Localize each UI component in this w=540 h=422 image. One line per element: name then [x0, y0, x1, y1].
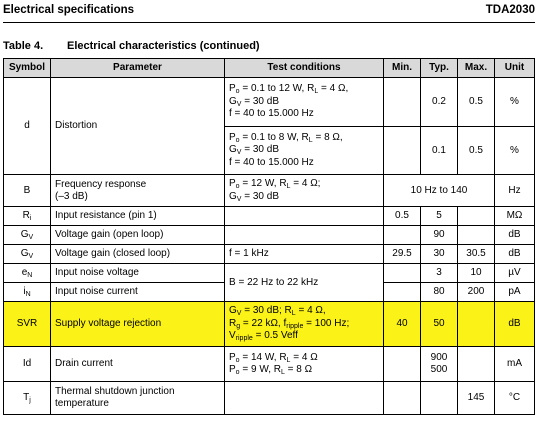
- conditions-cell: [225, 302, 384, 347]
- unit-cell: dB: [495, 226, 535, 245]
- condition-line: $R_g = 22$ kΩ, $f_{ripple} = 100$ Hz;: [229, 317, 350, 330]
- symbol-cell: $G_V$: [4, 245, 51, 264]
- unit-cell: dB: [495, 302, 535, 347]
- unit-cell: µV: [495, 264, 535, 283]
- conditions-cell: [225, 127, 384, 175]
- conditions-cell: [225, 78, 384, 127]
- parameter-line: Frequency response: [55, 178, 147, 190]
- typ-cell: [421, 382, 458, 415]
- symbol-cell: B: [4, 175, 51, 207]
- table-number: Table 4.: [3, 40, 44, 52]
- table-header-row: [4, 59, 535, 78]
- table-row: [4, 175, 535, 207]
- symbol-cell: d: [4, 78, 51, 175]
- parameter-cell: Input noise voltage: [51, 264, 225, 283]
- min-cell: [384, 283, 421, 302]
- typ-cell: 0.2: [421, 78, 458, 127]
- col-max: Max.: [458, 59, 495, 78]
- max-cell: 0.5: [458, 78, 495, 127]
- table-title: Electrical characteristics (continued): [67, 40, 260, 52]
- parameter-cell: Distortion: [51, 78, 225, 175]
- min-cell: [384, 78, 421, 127]
- table-row: [4, 382, 535, 415]
- condition-line: $G_V = 30$ dB: [229, 190, 279, 203]
- col-min: Min.: [384, 59, 421, 78]
- header-divider: [3, 22, 535, 23]
- parameter-cell: Voltage gain (open loop): [51, 226, 225, 245]
- max-cell: [458, 226, 495, 245]
- min-cell: 29.5: [384, 245, 421, 264]
- symbol-cell: $i_N$: [4, 283, 51, 302]
- electrical-characteristics-table: [3, 58, 535, 415]
- max-cell: [458, 302, 495, 347]
- symbol-cell: $R_i$: [4, 207, 51, 226]
- typ-cell: [421, 347, 458, 382]
- min-cell: [384, 382, 421, 415]
- typ-cell: 30: [421, 245, 458, 264]
- parameter-cell: [51, 175, 225, 207]
- conditions-cell: [225, 175, 384, 207]
- table-row-highlighted: [4, 302, 535, 347]
- table-caption: [3, 40, 260, 52]
- parameter-cell: Voltage gain (closed loop): [51, 245, 225, 264]
- table-row: [4, 245, 535, 264]
- conditions-cell: [225, 347, 384, 382]
- parameter-cell: [51, 382, 225, 415]
- condition-line: f = 40 to 15.000 Hz: [229, 108, 314, 120]
- section-title: Electrical specifications: [3, 4, 135, 16]
- typ-value: 500: [430, 364, 448, 375]
- col-typ: Typ.: [421, 59, 458, 78]
- table-row: [4, 347, 535, 382]
- min-cell: [384, 264, 421, 283]
- unit-cell: Hz: [495, 175, 535, 207]
- page-header: [3, 4, 535, 19]
- parameter-cell: Drain current: [51, 347, 225, 382]
- max-cell: 200: [458, 283, 495, 302]
- max-cell: 145: [458, 382, 495, 415]
- conditions-cell: [225, 207, 384, 226]
- typ-cell: 50: [421, 302, 458, 347]
- condition-line: $P_o = 9$ W, $R_L = 8$ Ω: [229, 364, 313, 376]
- max-cell: [458, 347, 495, 382]
- symbol-cell: SVR: [4, 302, 51, 347]
- min-cell: 40: [384, 302, 421, 347]
- condition-line: $G_V = 30$ dB: [229, 144, 279, 157]
- max-cell: [458, 207, 495, 226]
- typ-cell: 5: [421, 207, 458, 226]
- col-parameter: Parameter: [51, 59, 225, 78]
- table-row: [4, 207, 535, 226]
- conditions-cell: f = 1 kHz: [225, 245, 384, 264]
- col-symbol: Symbol: [4, 59, 51, 78]
- typ-cell: 90: [421, 226, 458, 245]
- conditions-cell: [225, 382, 384, 415]
- parameter-line: (–3 dB): [55, 190, 88, 202]
- parameter-cell: Supply voltage rejection: [51, 302, 225, 347]
- parameter-line: temperature: [55, 398, 109, 409]
- conditions-cell: B = 22 Hz to 22 kHz: [225, 264, 384, 302]
- max-cell: 30.5: [458, 245, 495, 264]
- col-unit: Unit: [495, 59, 535, 78]
- unit-cell: %: [495, 78, 535, 127]
- unit-cell: pA: [495, 283, 535, 302]
- condition-line: f = 40 to 15.000 Hz: [229, 156, 314, 168]
- parameter-cell: Input resistance (pin 1): [51, 207, 225, 226]
- unit-cell: mA: [495, 347, 535, 382]
- max-cell: 10: [458, 264, 495, 283]
- condition-line: $G_V = 30$ dB; $R_L = 4$ Ω,: [229, 305, 326, 318]
- unit-cell: dB: [495, 245, 535, 264]
- typ-cell: 80: [421, 283, 458, 302]
- parameter-line: Thermal shutdown junction: [55, 386, 175, 397]
- conditions-cell: [225, 226, 384, 245]
- condition-line: $G_V = 30$ dB: [229, 95, 279, 108]
- condition-line: $V_{ripple} = 0.5$ Veff: [229, 330, 298, 343]
- symbol-cell: $G_V$: [4, 226, 51, 245]
- unit-cell: MΩ: [495, 207, 535, 226]
- unit-cell: %: [495, 127, 535, 175]
- min-cell: [384, 226, 421, 245]
- condition-line: $P_o = 12$ W, $R_L = 4$ Ω;: [229, 178, 321, 190]
- typ-value: 900: [430, 351, 448, 363]
- min-cell: 0.5: [384, 207, 421, 226]
- typ-cell: 3: [421, 264, 458, 283]
- condition-line: $P_o = 0.1$ to 12 W, $R_L = 4$ Ω,: [229, 83, 349, 96]
- table-row: [4, 264, 535, 283]
- typ-cell: 0.1: [421, 127, 458, 175]
- col-test-conditions: Test conditions: [225, 59, 384, 78]
- symbol-cell: $T_j$: [4, 382, 51, 415]
- max-cell: 0.5: [458, 127, 495, 175]
- part-number: TDA2030: [485, 4, 535, 16]
- table-row: [4, 78, 535, 127]
- condition-line: $P_o = 14$ W, $R_L = 4$ Ω: [229, 351, 318, 364]
- unit-cell: °C: [495, 382, 535, 415]
- range-cell: 10 Hz to 140: [384, 175, 495, 207]
- parameter-cell: Input noise current: [51, 283, 225, 302]
- table-row: [4, 226, 535, 245]
- min-cell: [384, 127, 421, 175]
- symbol-cell: $e_N$: [4, 264, 51, 283]
- condition-line: $P_o = 0.1$ to 8 W, $R_L = 8$ Ω,: [229, 131, 343, 144]
- min-cell: [384, 347, 421, 382]
- symbol-cell: Id: [4, 347, 51, 382]
